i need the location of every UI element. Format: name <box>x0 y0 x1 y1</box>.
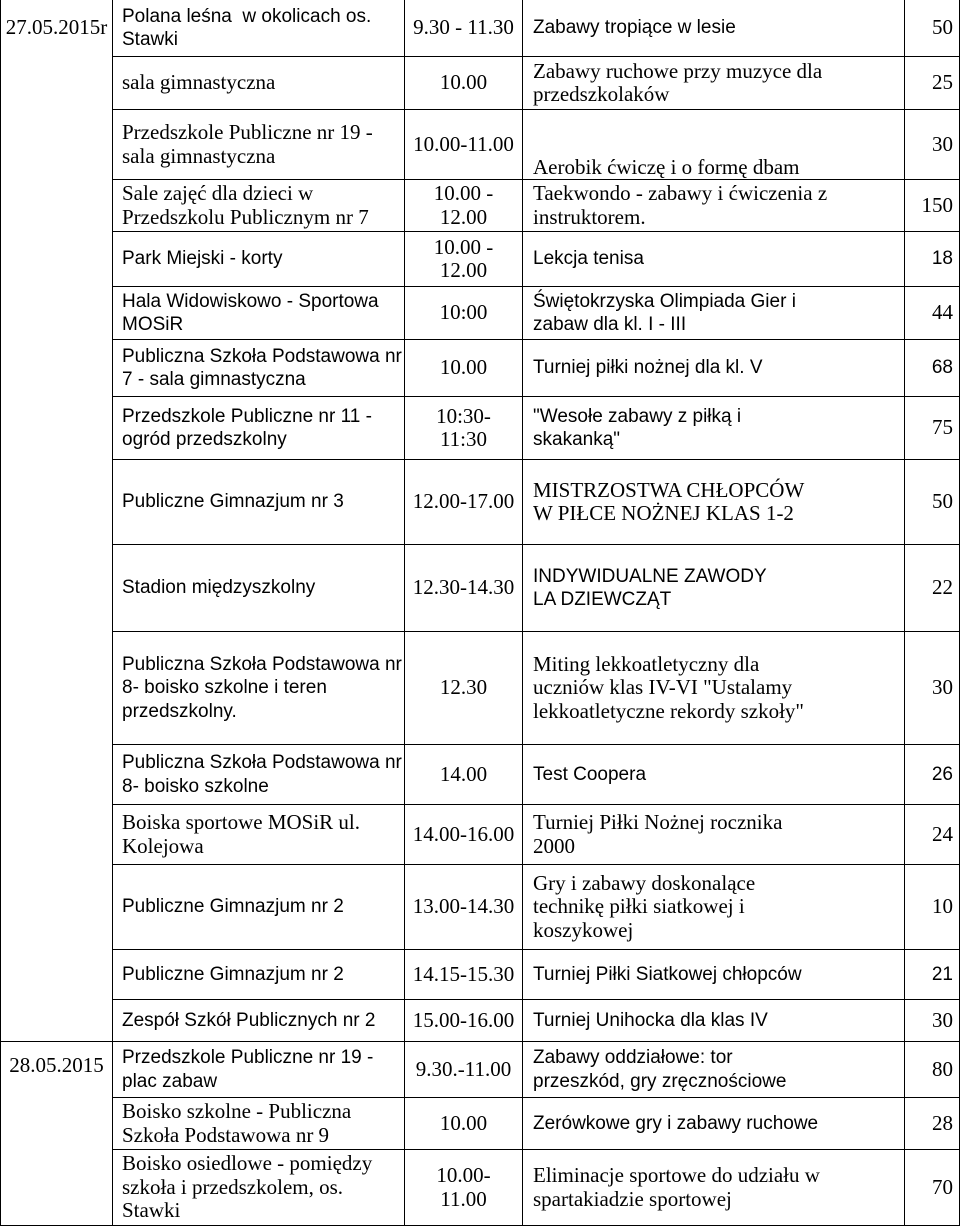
time-cell: 10:30- 11:30 <box>405 397 523 460</box>
date-cell: 27.05.2015r <box>0 0 113 1042</box>
date-cell: 28.05.2015 <box>0 1042 113 1226</box>
activity-cell: "Wesołe zabawy z piłką i skakanką" <box>523 397 905 460</box>
time-cell: 15.00-16.00 <box>405 1000 523 1042</box>
activity-cell: INDYWIDUALNE ZAWODY LA DZIEWCZĄT <box>523 545 905 632</box>
activity-cell: Test Coopera <box>523 745 905 805</box>
participants-cell: 30 <box>905 632 960 745</box>
location-cell: Boisko osiedlowe - pomiędzy szkoła i przedszkolem, os. Stawki <box>113 1150 405 1226</box>
location-cell: Publiczna Szkoła Podstawowa nr 7 - sala gimnastyczna <box>113 340 405 397</box>
location-cell: Publiczne Gimnazjum nr 2 <box>113 950 405 1000</box>
location-cell: Przedszkole Publiczne nr 11 - ogród przedszkolny <box>113 397 405 460</box>
participants-cell: 80 <box>905 1042 960 1098</box>
participants-cell: 75 <box>905 397 960 460</box>
time-cell: 14.15-15.30 <box>405 950 523 1000</box>
activity-cell: MISTRZOSTWA CHŁOPCÓW W PIŁCE NOŻNEJ KLAS 1-2 <box>523 460 905 545</box>
time-cell: 14.00-16.00 <box>405 805 523 865</box>
time-cell: 12.30-14.30 <box>405 545 523 632</box>
activity-cell: Gry i zabawy doskonalące technikę piłki siatkowej i koszykowej <box>523 865 905 950</box>
activity-cell: Lekcja tenisa <box>523 232 905 287</box>
location-cell: Przedszkole Publiczne nr 19 - sala gimnastyczna <box>113 110 405 180</box>
participants-cell: 28 <box>905 1098 960 1150</box>
activity-cell: Zabawy tropiące w lesie <box>523 0 905 57</box>
activity-cell: Zabawy oddziałowe: tor przeszkód, gry zręcznościowe <box>523 1042 905 1098</box>
location-cell: Publiczne Gimnazjum nr 3 <box>113 460 405 545</box>
time-cell: 14.00 <box>405 745 523 805</box>
participants-cell: 150 <box>905 180 960 232</box>
activity-cell: Turniej Piłki Nożnej rocznika 2000 <box>523 805 905 865</box>
location-cell: sala gimnastyczna <box>113 57 405 110</box>
participants-cell: 21 <box>905 950 960 1000</box>
participants-cell: 30 <box>905 1000 960 1042</box>
location-cell: Stadion międzyszkolny <box>113 545 405 632</box>
participants-cell: 25 <box>905 57 960 110</box>
time-cell: 10.00 <box>405 57 523 110</box>
participants-cell: 24 <box>905 805 960 865</box>
activity-cell: Zerówkowe gry i zabawy ruchowe <box>523 1098 905 1150</box>
location-cell: Hala Widowiskowo - Sportowa MOSiR <box>113 287 405 340</box>
participants-cell: 18 <box>905 232 960 287</box>
activity-cell: Turniej Unihocka dla klas IV <box>523 1000 905 1042</box>
participants-cell: 22 <box>905 545 960 632</box>
activity-cell: Turniej piłki nożnej dla kl. V <box>523 340 905 397</box>
location-cell: Boiska sportowe MOSiR ul. Kolejowa <box>113 805 405 865</box>
time-cell: 13.00-14.30 <box>405 865 523 950</box>
activity-cell: Taekwondo - zabawy i ćwiczenia z instruktorem. <box>523 180 905 232</box>
activity-cell: Eliminacje sportowe do udziału w spartakiadzie sportowej <box>523 1150 905 1226</box>
participants-cell: 30 <box>905 110 960 180</box>
time-cell: 10.00 - 12.00 <box>405 232 523 287</box>
activity-cell: Świętokrzyska Olimpiada Gier i zabaw dla kl. I - III <box>523 287 905 340</box>
time-cell: 9.30 - 11.30 <box>405 0 523 57</box>
location-cell: Publiczne Gimnazjum nr 2 <box>113 865 405 950</box>
participants-cell: 50 <box>905 0 960 57</box>
location-cell: Polana leśna w okolicach os. Stawki <box>113 0 405 57</box>
location-cell: Boisko szkolne - Publiczna Szkoła Podstawowa nr 9 <box>113 1098 405 1150</box>
location-cell: Park Miejski - korty <box>113 232 405 287</box>
participants-cell: 10 <box>905 865 960 950</box>
participants-cell: 68 <box>905 340 960 397</box>
activity-cell: Aerobik ćwiczę i o formę dbam <box>523 110 905 180</box>
activity-cell: Turniej Piłki Siatkowej chłopców <box>523 950 905 1000</box>
time-cell: 10.00 <box>405 340 523 397</box>
location-cell: Sale zajęć dla dzieci w Przedszkolu Publicznym nr 7 <box>113 180 405 232</box>
time-cell: 10.00- 11.00 <box>405 1150 523 1226</box>
activity-cell: Miting lekkoatletyczny dla uczniów klas IV-VI "Ustalamy lekkoatletyczne rekordy szkoły" <box>523 632 905 745</box>
location-cell: Przedszkole Publiczne nr 19 - plac zabaw <box>113 1042 405 1098</box>
activity-cell: Zabawy ruchowe przy muzyce dla przedszkolaków <box>523 57 905 110</box>
participants-cell: 26 <box>905 745 960 805</box>
time-cell: 10.00 - 12.00 <box>405 180 523 232</box>
location-cell: Publiczna Szkoła Podstawowa nr 8- boisko szkolne <box>113 745 405 805</box>
time-cell: 10.00-11.00 <box>405 110 523 180</box>
time-cell: 12.30 <box>405 632 523 745</box>
time-cell: 10.00 <box>405 1098 523 1150</box>
participants-cell: 44 <box>905 287 960 340</box>
location-cell: Zespół Szkół Publicznych nr 2 <box>113 1000 405 1042</box>
time-cell: 9.30.-11.00 <box>405 1042 523 1098</box>
participants-cell: 70 <box>905 1150 960 1226</box>
location-cell: Publiczna Szkoła Podstawowa nr 8- boisko szkolne i teren przedszkolny. <box>113 632 405 745</box>
time-cell: 10:00 <box>405 287 523 340</box>
participants-cell: 50 <box>905 460 960 545</box>
time-cell: 12.00-17.00 <box>405 460 523 545</box>
